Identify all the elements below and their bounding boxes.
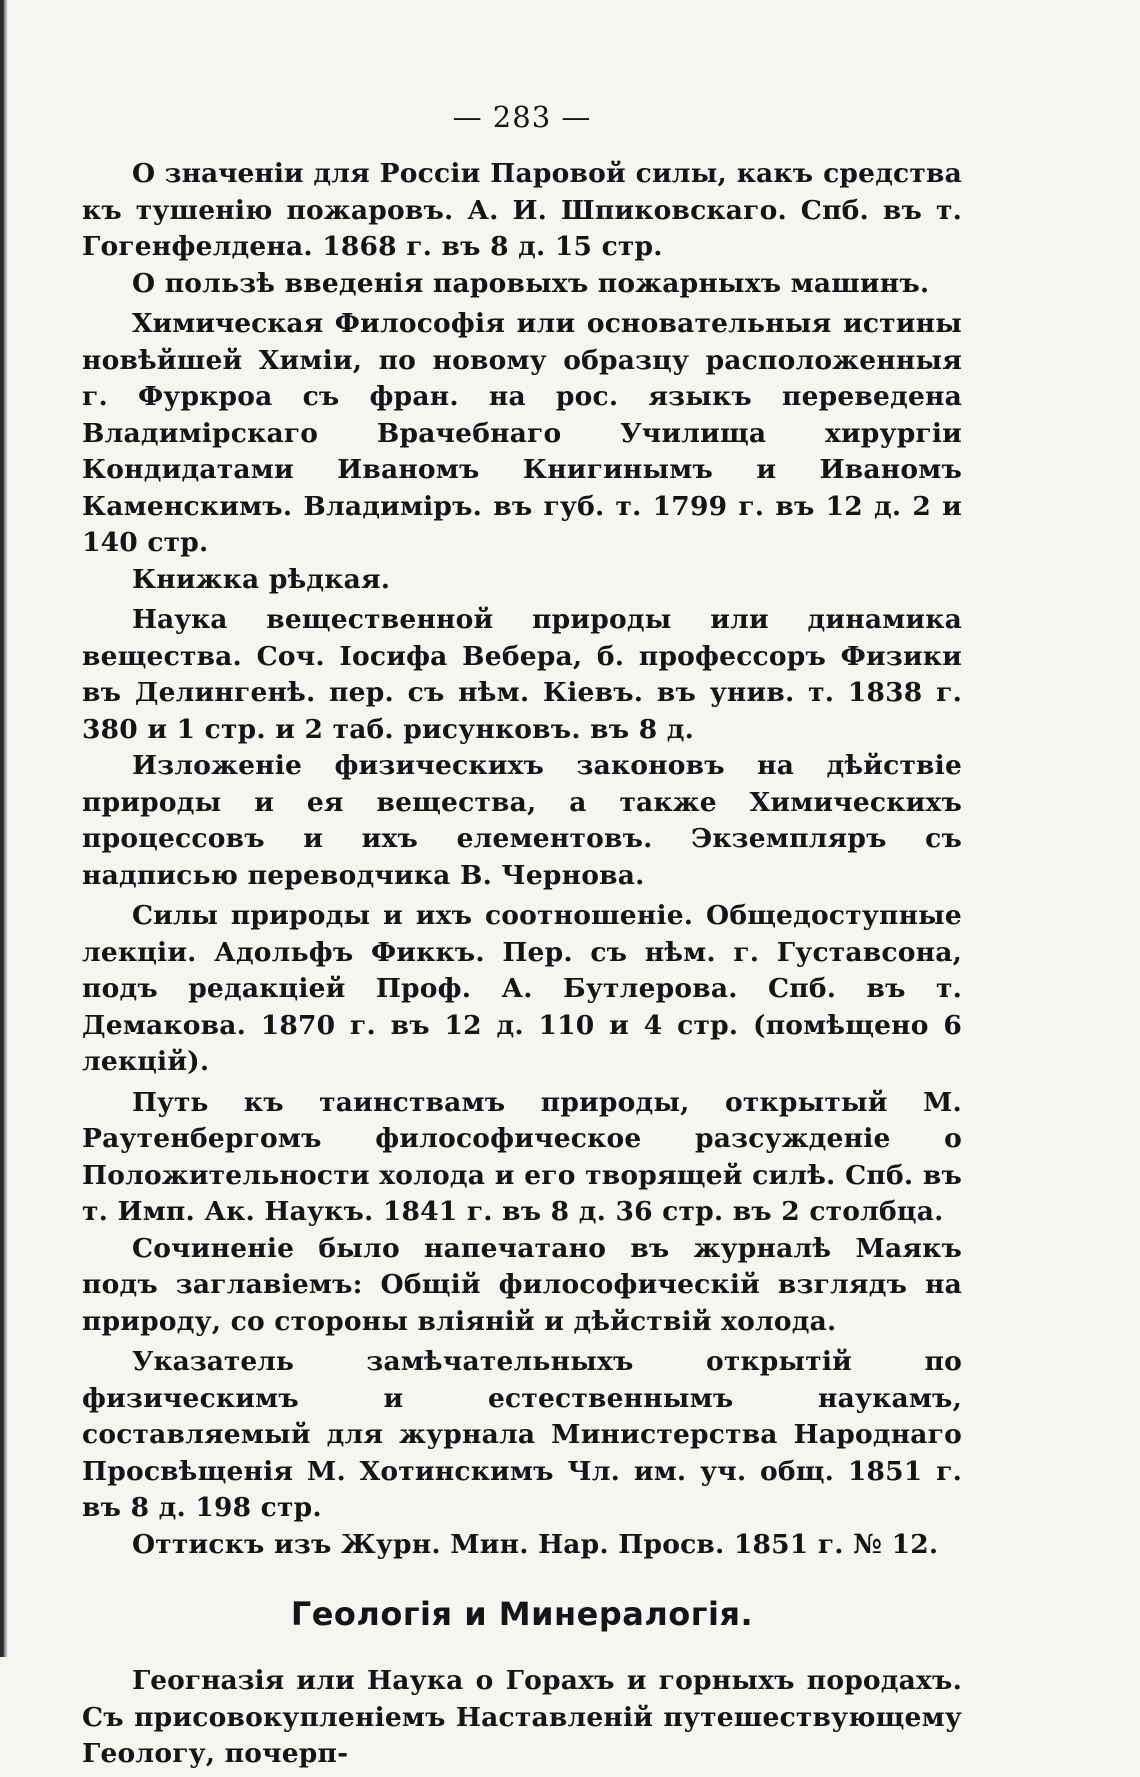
bibliography-entry <box>82 1085 962 1341</box>
entry-body: къ таинствамъ природы, открытый М. Раутенбергомъ философическое разсужденіе о Положительности холода и его творящей силѣ. Спб. въ т. Имп. Ак. Наукъ. 1841 г. въ 8 д. 36 стр. въ 2 столбца. <box>82 1086 962 1227</box>
entry-note: Книжка рѣдкая. <box>132 563 391 595</box>
bibliography-entry <box>82 156 962 302</box>
entry-head: Силы <box>132 900 218 931</box>
entry-body: или Наука о Горахъ и горныхъ породахъ. Съ присовокупленіемъ Наставленій путешествующему Геологу, почерп- <box>82 1665 962 1769</box>
entry-body: вещественной природы или динамика вещества. Соч. Іосифа Вебера, б. профессоръ Физики въ Делингенѣ. пер. съ нѣм. Кіевъ. въ унив. т. 1838 г. 380 и 1 стр. и 2 таб. рисунковъ. въ 8 д. <box>82 604 962 745</box>
entry-note: Оттискъ изъ Журн. Мин. Нар. Просв. 1851 г. № 12. <box>132 1528 939 1560</box>
entry-body: для Россіи Паровой силы, какъ средства къ тушенію пожаровъ. А. И. Шпиковскаго. Спб. въ т. Гогенфелдена. 1868 г. въ 8 д. 15 стр. <box>82 158 962 262</box>
entry-text <box>82 306 962 562</box>
bibliography-entry <box>82 602 962 894</box>
entry-text <box>82 1344 962 1527</box>
bibliography-entry <box>82 306 962 598</box>
entry-note: О пользѣ введенія паровыхъ пожарныхъ машинъ. <box>132 267 930 299</box>
entry-text <box>82 898 962 1081</box>
entry-head: Наука <box>132 604 228 635</box>
entry-body: замѣчательныхъ открытій по физическимъ и естественнымъ наукамъ, составляемый для журнала Министерства Народнаго Просвѣщенія М. Хотинскимъ Чл. им. уч. общ. 1851 г. въ 8 д. 198 стр. <box>82 1346 962 1523</box>
entry-body: природы и ихъ соотношеніе. Общедоступные лекціи. Адольфъ Фиккъ. Пер. съ нѣм. г. Густавсона, подъ редакціей Проф. А. Бутлерова. Спб. въ т. Демакова. 1870 г. въ 12 д. 110 и 4 стр. (помѣщено 6 лекцій). <box>82 900 962 1077</box>
book-page <box>82 100 962 1777</box>
entry-text <box>82 1085 962 1231</box>
bibliography-entry <box>82 898 962 1081</box>
entry-text <box>82 1663 962 1773</box>
entry-head: Химическая <box>132 308 324 339</box>
entry-head: Геогназія <box>132 1665 285 1696</box>
entry-note: Изложеніе физическихъ законовъ на дѣйствіе природы и ея вещества, а также Химическихъ процессовъ и ихъ елементовъ. Экземпляръ съ надписью переводчика В. Чернова. <box>82 750 962 891</box>
entry-head: Указатель <box>132 1346 294 1377</box>
entry-text <box>82 156 962 266</box>
bibliography-entry <box>82 1344 962 1563</box>
entry-note: Сочиненіе было напечатано въ журналѣ Маякъ подъ заглавіемъ: Общій философическій взглядъ на природу, со стороны вліяній и дѣйствій холода. <box>82 1232 962 1337</box>
entry-head: О значеніи <box>132 158 304 189</box>
entry-text <box>82 602 962 748</box>
section-heading: Геологія и Минералогія. <box>290 1595 754 1633</box>
entry-body: Философія или основательныя истины новѣйшей Химіи, по новому образцу расположенныя г. Фуркроа съ фран. на рос. языкъ переведена Владимірскаго Врачебнаго Училища хирургіи Кондидатами Иваномъ Книгинымъ и Иваномъ Каменскимъ. Владиміръ. въ губ. т. 1799 г. въ 12 д. 2 и 140 стр. <box>82 308 962 558</box>
page-number: — 283 — <box>452 100 592 134</box>
bibliography-entry <box>82 1663 962 1773</box>
entry-head: Путь <box>132 1086 209 1118</box>
scan-edge <box>0 0 8 1657</box>
